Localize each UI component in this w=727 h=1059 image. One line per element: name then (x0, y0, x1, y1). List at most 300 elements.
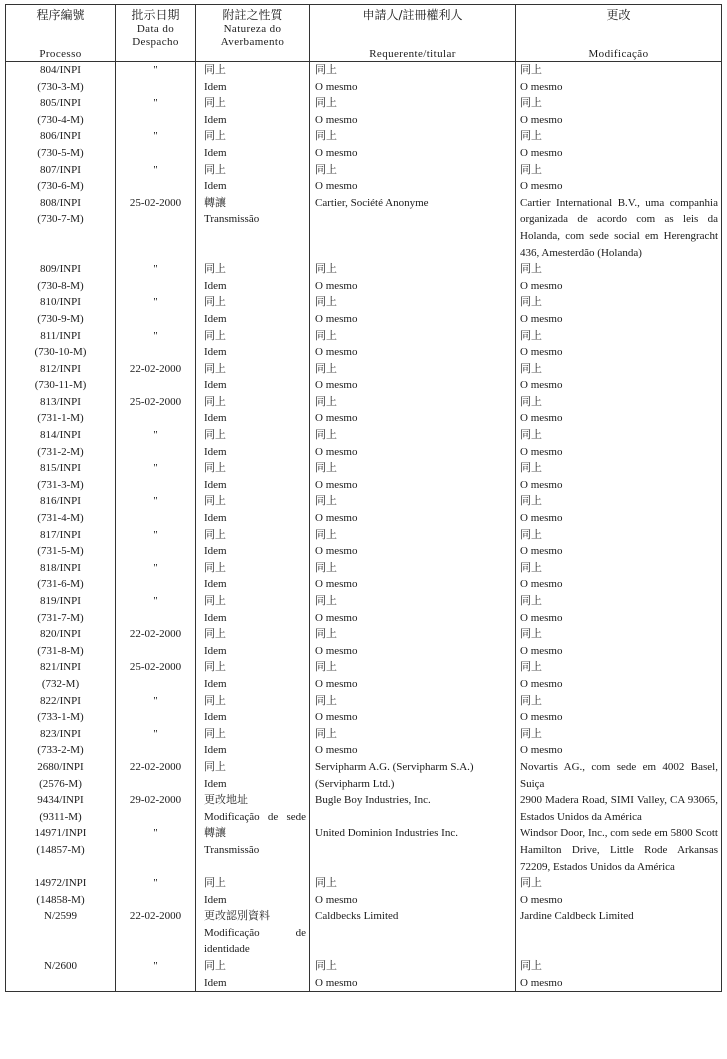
processo-ref: (730-3-M) (37, 80, 84, 93)
natureza-zh: 同上 (204, 959, 226, 973)
requerente-zh: 同上 (315, 627, 337, 641)
modificacao-zh: 同上 (520, 162, 542, 176)
table-row (6, 328, 722, 361)
natureza-pt: Transmissão (204, 213, 260, 226)
modificacao-cell (516, 460, 722, 493)
natureza-cell (196, 294, 310, 327)
processo-number: 805/INPI (40, 97, 81, 110)
natureza-cell (196, 460, 310, 493)
requerente-text: Cartier, Société Anonyme (315, 196, 429, 209)
requerente-cell (310, 958, 516, 992)
natureza-cell (196, 328, 310, 361)
table-row (6, 460, 722, 493)
header-natureza-pt1: Natureza do (223, 23, 282, 35)
despacho-date-cell (116, 693, 196, 726)
processo-ref: (14857-M) (36, 843, 85, 856)
requerente-cell (310, 726, 516, 759)
requerente-zh: 同上 (315, 660, 337, 674)
natureza-zh: 同上 (204, 461, 226, 475)
modificacao-pt: O mesmo (520, 893, 563, 906)
modificacao-zh: 同上 (520, 96, 542, 110)
processo-ref: (731-5-M) (37, 545, 84, 558)
natureza-zh: 更改地址 (204, 793, 248, 807)
despacho-date: 29-02-2000 (129, 794, 182, 807)
processo-ref: (731-7-M) (37, 611, 84, 624)
processo-cell (6, 62, 116, 96)
natureza-pt: Idem (204, 644, 227, 657)
requerente-zh: 同上 (315, 361, 337, 375)
despacho-date: 22-02-2000 (129, 910, 182, 923)
header-data-zh: 批示日期 (131, 8, 180, 22)
modificacao-cell (516, 527, 722, 560)
requerente-zh: 同上 (315, 394, 337, 408)
processo-cell (6, 261, 116, 294)
natureza-pt: Modificação de sede (204, 810, 306, 823)
modificacao-pt: O mesmo (520, 80, 563, 93)
natureza-pt: Idem (204, 677, 227, 690)
natureza-pt: Idem (204, 180, 227, 193)
processo-ref: (9311-M) (39, 810, 82, 823)
requerente-pt: O mesmo (315, 478, 358, 491)
natureza-cell (196, 693, 310, 726)
processo-number: 810/INPI (40, 296, 81, 309)
despacho-date: " (153, 595, 158, 607)
modificacao-cell (516, 958, 722, 992)
despacho-date: " (153, 561, 158, 574)
averbamento-table (5, 4, 722, 992)
modificacao-pt: O mesmo (520, 677, 563, 690)
despacho-date-cell (116, 62, 196, 96)
requerente-cell (310, 394, 516, 427)
modificacao-pt: O mesmo (520, 545, 563, 558)
natureza-cell (196, 726, 310, 759)
table-row (6, 128, 722, 161)
natureza-pt: Idem (204, 744, 227, 757)
modificacao-cell (516, 908, 722, 958)
requerente-pt: O mesmo (315, 545, 358, 558)
modificacao-text: 2900 Madera Road, SIMI Valley, CA 93065, Estados Unidos da América (520, 794, 718, 823)
natureza-pt: Idem (204, 113, 227, 126)
despacho-date-cell (116, 825, 196, 875)
processo-cell (6, 792, 116, 825)
despacho-date: " (153, 296, 158, 309)
despacho-date: " (153, 694, 158, 707)
requerente-zh: 同上 (315, 527, 337, 541)
despacho-date-cell (116, 493, 196, 526)
requerente-cell (310, 361, 516, 394)
modificacao-text: Cartier International B.V., uma companhia organizada de acordo com as leis da Holanda, com sede social em Herengracht 436, Amesterdão (Holanda) (520, 196, 718, 259)
requerente-cell (310, 195, 516, 261)
requerente-pt: O mesmo (315, 893, 358, 906)
requerente-zh: 同上 (315, 494, 337, 508)
header-modificacao (516, 5, 722, 62)
processo-cell (6, 128, 116, 161)
table-row (6, 427, 722, 460)
requerente-cell (310, 825, 516, 875)
header-modificacao-pt: Modificação (588, 48, 649, 60)
header-requerente-zh: 申請人/註冊權利人 (362, 8, 463, 22)
requerente-cell (310, 659, 516, 692)
processo-ref: (733-2-M) (37, 744, 84, 757)
requerente-zh: 同上 (315, 129, 337, 143)
requerente-pt: O mesmo (315, 346, 358, 359)
modificacao-cell (516, 361, 722, 394)
processo-cell (6, 659, 116, 692)
despacho-date-cell (116, 593, 196, 626)
table-row (6, 62, 722, 96)
modificacao-zh: 同上 (520, 627, 542, 641)
natureza-zh: 轉讓 (204, 195, 226, 209)
modificacao-pt: O mesmo (520, 976, 563, 989)
modificacao-pt: O mesmo (520, 346, 563, 359)
modificacao-cell (516, 195, 722, 261)
modificacao-pt: O mesmo (520, 711, 563, 724)
processo-number: 812/INPI (40, 362, 81, 375)
despacho-date-cell (116, 128, 196, 161)
natureza-zh: 同上 (204, 63, 226, 76)
requerente-zh: 同上 (315, 726, 337, 740)
modificacao-pt: O mesmo (520, 146, 563, 159)
modificacao-zh: 同上 (520, 560, 542, 574)
natureza-zh: 同上 (204, 660, 226, 674)
despacho-date-cell (116, 328, 196, 361)
processo-cell (6, 693, 116, 726)
natureza-cell (196, 527, 310, 560)
despacho-date: " (153, 97, 158, 110)
modificacao-pt: O mesmo (520, 578, 563, 591)
modificacao-cell (516, 427, 722, 460)
requerente-cell (310, 693, 516, 726)
requerente-cell (310, 261, 516, 294)
requerente-cell (310, 294, 516, 327)
requerente-zh: 同上 (315, 560, 337, 574)
processo-cell (6, 95, 116, 128)
processo-number: 821/INPI (40, 661, 81, 674)
natureza-cell (196, 62, 310, 96)
processo-cell (6, 493, 116, 526)
processo-ref: (730-4-M) (37, 113, 84, 126)
natureza-pt: Idem (204, 545, 227, 558)
natureza-cell (196, 593, 310, 626)
natureza-pt: Idem (204, 512, 227, 525)
processo-ref: (731-4-M) (37, 512, 84, 525)
despacho-date-cell (116, 95, 196, 128)
modificacao-zh: 同上 (520, 262, 542, 276)
modificacao-pt: O mesmo (520, 744, 563, 757)
processo-ref: (731-1-M) (37, 412, 84, 425)
natureza-zh: 同上 (204, 627, 226, 641)
requerente-pt: O mesmo (315, 80, 358, 93)
modificacao-text: Windsor Door, Inc., com sede em 5800 Scott Hamilton Drive, Little Rode Arkansas 72209, Estados Unidos da América (520, 827, 718, 873)
despacho-date-cell (116, 560, 196, 593)
natureza-zh: 同上 (204, 129, 226, 143)
requerente-text: United Dominion Industries Inc. (315, 827, 458, 840)
processo-ref: (730-7-M) (37, 213, 84, 226)
natureza-zh: 同上 (204, 361, 226, 375)
processo-ref: (732-M) (41, 677, 80, 690)
table-body (6, 62, 722, 992)
modificacao-zh: 同上 (520, 295, 542, 309)
modificacao-zh: 同上 (520, 527, 542, 541)
processo-number: 806/INPI (40, 130, 81, 143)
processo-ref: (730-9-M) (37, 312, 84, 325)
natureza-zh: 同上 (204, 262, 226, 276)
natureza-zh: 同上 (204, 494, 226, 508)
requerente-zh: 同上 (315, 428, 337, 442)
despacho-date: " (153, 727, 158, 740)
natureza-cell (196, 195, 310, 261)
processo-number: 818/INPI (40, 561, 81, 574)
modificacao-cell (516, 875, 722, 908)
despacho-date: 22-02-2000 (129, 362, 182, 375)
requerente-zh: 同上 (315, 461, 337, 475)
natureza-cell (196, 825, 310, 875)
processo-cell (6, 958, 116, 992)
requerente-pt: O mesmo (315, 312, 358, 325)
requerente-zh: 同上 (315, 328, 337, 342)
processo-number: 814/INPI (40, 429, 81, 442)
processo-number: 823/INPI (40, 727, 81, 740)
requerente-cell (310, 527, 516, 560)
natureza-zh: 同上 (204, 594, 226, 607)
modificacao-zh: 同上 (520, 660, 542, 674)
natureza-cell (196, 361, 310, 394)
natureza-cell (196, 261, 310, 294)
despacho-date: 25-02-2000 (129, 196, 182, 209)
natureza-cell (196, 560, 310, 593)
processo-number: 816/INPI (40, 495, 81, 508)
modificacao-cell (516, 726, 722, 759)
natureza-zh: 同上 (204, 328, 226, 342)
processo-cell (6, 875, 116, 908)
requerente-pt: O mesmo (315, 711, 358, 724)
despacho-date: 22-02-2000 (129, 628, 182, 641)
requerente-cell (310, 560, 516, 593)
header-requerente (310, 5, 516, 62)
natureza-pt: Idem (204, 976, 227, 989)
requerente-cell (310, 328, 516, 361)
modificacao-cell (516, 95, 722, 128)
requerente-pt: O mesmo (315, 578, 358, 591)
despacho-date: " (153, 429, 158, 442)
header-data (116, 5, 196, 62)
table-row (6, 759, 722, 792)
despacho-date-cell (116, 195, 196, 261)
header-processo (6, 5, 116, 62)
despacho-date: " (153, 130, 158, 143)
natureza-cell (196, 759, 310, 792)
despacho-date-cell (116, 726, 196, 759)
natureza-pt: Idem (204, 312, 227, 325)
modificacao-pt: O mesmo (520, 312, 563, 325)
despacho-date-cell (116, 792, 196, 825)
modificacao-cell (516, 162, 722, 195)
modificacao-zh: 同上 (520, 693, 542, 707)
natureza-cell (196, 626, 310, 659)
requerente-cell (310, 593, 516, 626)
natureza-pt: Idem (204, 279, 227, 292)
table-row (6, 875, 722, 908)
despacho-date-cell (116, 908, 196, 958)
natureza-pt: Idem (204, 611, 227, 624)
processo-ref: (731-2-M) (37, 445, 84, 458)
modificacao-cell (516, 693, 722, 726)
modificacao-cell (516, 62, 722, 96)
requerente-cell (310, 493, 516, 526)
modificacao-cell (516, 261, 722, 294)
processo-cell (6, 527, 116, 560)
processo-number: 2680/INPI (37, 760, 84, 773)
natureza-zh: 同上 (204, 693, 226, 707)
processo-cell (6, 427, 116, 460)
processo-ref: (730-10-M) (34, 346, 87, 359)
processo-number: 808/INPI (40, 196, 81, 209)
processo-cell (6, 825, 116, 875)
modificacao-zh: 同上 (520, 876, 542, 890)
processo-ref: (730-11-M) (34, 379, 87, 392)
despacho-date: " (153, 960, 158, 973)
processo-number: 9434/INPI (37, 794, 84, 807)
processo-number: 804/INPI (40, 64, 81, 76)
table-row (6, 593, 722, 626)
modificacao-cell (516, 128, 722, 161)
requerente-cell (310, 427, 516, 460)
processo-ref: (730-6-M) (37, 180, 84, 193)
modificacao-cell (516, 759, 722, 792)
processo-number: 809/INPI (40, 263, 81, 276)
natureza-cell (196, 958, 310, 992)
requerente-cell (310, 95, 516, 128)
natureza-zh: 同上 (204, 759, 226, 773)
requerente-zh: 同上 (315, 295, 337, 309)
processo-cell (6, 626, 116, 659)
modificacao-pt: O mesmo (520, 478, 563, 491)
processo-number: N/2600 (44, 960, 77, 973)
processo-ref: (731-8-M) (37, 644, 84, 657)
natureza-pt: Idem (204, 777, 227, 790)
table-row (6, 659, 722, 692)
processo-ref: (733-1-M) (37, 711, 84, 724)
table-row (6, 361, 722, 394)
despacho-date: 25-02-2000 (129, 661, 182, 674)
natureza-cell (196, 493, 310, 526)
natureza-pt: Idem (204, 146, 227, 159)
table-row (6, 294, 722, 327)
processo-ref: (14858-M) (36, 893, 85, 906)
despacho-date: " (153, 263, 158, 276)
modificacao-cell (516, 493, 722, 526)
modificacao-cell (516, 394, 722, 427)
modificacao-pt: O mesmo (520, 412, 563, 425)
modificacao-cell (516, 593, 722, 626)
processo-number: 817/INPI (40, 528, 81, 541)
modificacao-zh: 同上 (520, 361, 542, 375)
despacho-date: " (153, 64, 158, 76)
natureza-cell (196, 394, 310, 427)
processo-cell (6, 560, 116, 593)
modificacao-zh: 同上 (520, 394, 542, 408)
modificacao-pt: O mesmo (520, 379, 563, 392)
table-row (6, 958, 722, 992)
processo-cell (6, 294, 116, 327)
natureza-zh: 同上 (204, 96, 226, 110)
requerente-pt: O mesmo (315, 279, 358, 292)
modificacao-cell (516, 626, 722, 659)
natureza-pt: Idem (204, 445, 227, 458)
despacho-date-cell (116, 361, 196, 394)
processo-cell (6, 162, 116, 195)
modificacao-pt: O mesmo (520, 644, 563, 657)
header-data-pt2: Despacho (132, 36, 179, 48)
natureza-pt: Idem (204, 379, 227, 392)
requerente-zh: 同上 (315, 262, 337, 276)
requerente-cell (310, 460, 516, 493)
modificacao-pt: O mesmo (520, 611, 563, 624)
requerente-text: Bugle Boy Industries, Inc. (315, 794, 431, 807)
processo-number: 14971/INPI (34, 827, 87, 840)
despacho-date-cell (116, 294, 196, 327)
despacho-date: " (153, 528, 158, 541)
processo-cell (6, 908, 116, 958)
modificacao-zh: 同上 (520, 428, 542, 442)
modificacao-zh: 同上 (520, 594, 542, 607)
processo-ref: (730-8-M) (37, 279, 84, 292)
modificacao-zh: 同上 (520, 129, 542, 143)
table-row (6, 195, 722, 261)
header-modificacao-zh: 更改 (606, 8, 631, 22)
requerente-pt: O mesmo (315, 379, 358, 392)
despacho-date-cell (116, 659, 196, 692)
despacho-date-cell (116, 427, 196, 460)
despacho-date-cell (116, 527, 196, 560)
requerente-pt: O mesmo (315, 512, 358, 525)
modificacao-pt: O mesmo (520, 279, 563, 292)
natureza-zh: 同上 (204, 527, 226, 541)
requerente-pt: O mesmo (315, 744, 358, 757)
modificacao-zh: 同上 (520, 461, 542, 475)
despacho-date: 25-02-2000 (129, 395, 182, 408)
natureza-cell (196, 875, 310, 908)
processo-number: 14972/INPI (34, 877, 87, 890)
modificacao-zh: 同上 (520, 959, 542, 973)
natureza-pt: Modificação de identidade (204, 926, 306, 956)
natureza-pt: Idem (204, 80, 227, 93)
requerente-text: Servipharm A.G. (Servipharm S.A.) (Servipharm Ltd.) (315, 760, 474, 790)
requerente-cell (310, 128, 516, 161)
processo-number: 811/INPI (40, 329, 81, 342)
despacho-date-cell (116, 759, 196, 792)
processo-cell (6, 460, 116, 493)
despacho-date: " (153, 163, 158, 176)
modificacao-text: Novartis AG., com sede em 4002 Basel, Suiça (520, 760, 718, 790)
requerente-zh: 同上 (315, 63, 337, 76)
despacho-date: 22-02-2000 (129, 760, 182, 773)
modificacao-cell (516, 659, 722, 692)
natureza-pt: Idem (204, 412, 227, 425)
despacho-date: " (153, 462, 158, 475)
header-requerente-pt: Requerente/titular (369, 48, 456, 60)
processo-ref: (2576-M) (39, 777, 82, 790)
requerente-zh: 同上 (315, 693, 337, 707)
requerente-zh: 同上 (315, 96, 337, 110)
natureza-pt: Idem (204, 578, 227, 591)
natureza-cell (196, 908, 310, 958)
table-row (6, 908, 722, 958)
header-natureza (196, 5, 310, 62)
modificacao-pt: O mesmo (520, 512, 563, 525)
requerente-cell (310, 162, 516, 195)
processo-ref: (730-5-M) (37, 146, 84, 159)
